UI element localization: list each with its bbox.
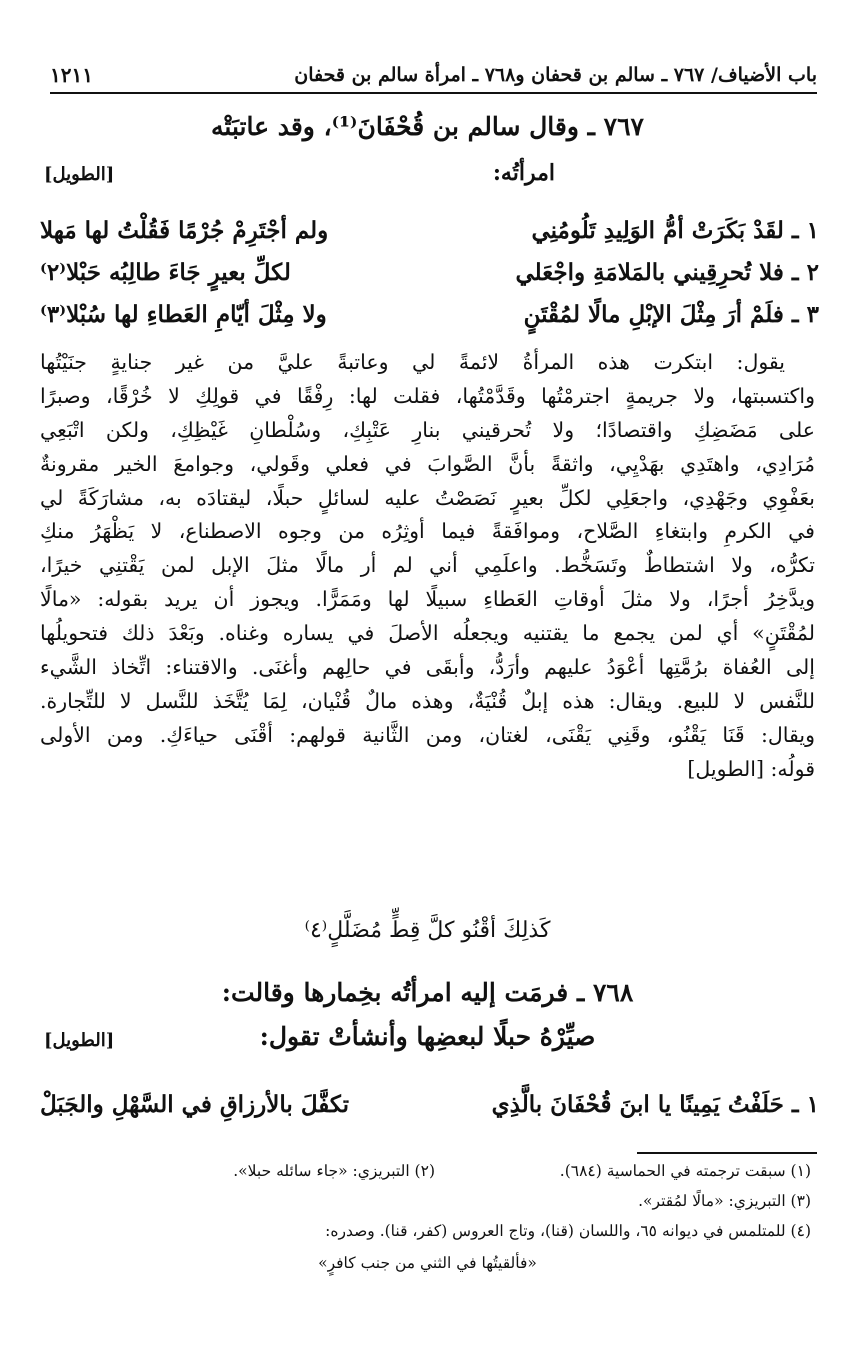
verse-hemistich-first: ١ ـ لقَدْ بَكَرَتْ أمُّ الوَلِيدِ تَلُومُنِي <box>531 216 819 244</box>
commentary-line: واكتسبتها، ولا جريمةٍ اجترمْتُها وقَدَّمْتُها، فقلت لها: رِفْقًا في قولِكِ لا خُرْقًا، وصبرًا <box>40 383 815 408</box>
verse-767-2 <box>40 254 819 290</box>
page-number: ١٢١١ <box>50 63 93 87</box>
commentary-line: في الكرمِ وابتغاءِ الصَّلاح، وموافَقةً فيما أوثِرُه من وجوه الاصطناع، لا يَظْهَرُ منكِ <box>40 519 815 544</box>
verse-768-1 <box>40 1086 819 1122</box>
running-header <box>50 58 817 94</box>
commentary-line: ويقال: قَنَا يَقْنُو، وقَنِي يَقْنَى، لغتان، ومن الثَّانية قولهم: أقْنَى حياءَكِ. ومن الأولى <box>40 722 815 747</box>
commentary-line: على مَضَضِكِ واقتصادًا؛ ولا تُحرقيني بنارِ عَتْبِكِ، وسُلْطانِ غَيْظِكِ، ولكن اتْبَعِي <box>40 417 815 442</box>
verse-hemistich-first: ١ ـ حَلَفْتُ يَمِينًا يا ابنَ قُحْفَانَ بالَّذِي <box>491 1090 819 1118</box>
commentary-line: تكرُّه، ولا اشتطاطٌ وتَسَخُّط. واعلَمِي أني لم أر مالًا مثلَ الإبل لمن يَقْتنِي خيرًا، <box>40 553 815 578</box>
footnote-1: (١) سبقت ترجمته في الحماسية (٦٨٤). <box>559 1162 811 1180</box>
commentary-line: للنَّفس لا للبيع. ويقال: هذه إبلٌ قُنْيَةٌ، وهذه مالٌ قُنْيان، لِمَا يُتَّخَذ للنَّسل لا للتِّجارة. <box>40 688 815 713</box>
quoted-hemistich: كَذلِكَ أقْنُو كلَّ قِطٍّ مُضَلَّلٍ⁽٤⁾ <box>304 918 551 943</box>
verse-hemistich-first: ٣ ـ فلَمْ أرَ مِثْلَ الإبْلِ مالًا لمُقْتَنٍ <box>523 300 819 328</box>
section-768-title: ٧٦٨ ـ فرمَت إليه امرأتُه بخِمارها وقالت: <box>221 978 634 1007</box>
footnote-2: (٢) التبريزي: «جاء سائله حبلا». <box>233 1162 435 1180</box>
section-768-title-cont: صيِّرْهُ حبلًا لبعضِها وأنشأتْ تقول: <box>259 1022 596 1051</box>
commentary-line: قولُه: [الطويل] <box>687 756 815 781</box>
footnote-separator <box>637 1152 817 1154</box>
commentary-line: لمُقْتَنٍ» أي لمن يجمع ما يقتنيه ويجعلُه الأصلَ في يساره وغناه. وبَعْدَ ذلك فتحويلُها <box>40 621 815 646</box>
verse-hemistich-second: ولم أجْتَرِمْ جُرْمًا فَقُلْتُ لها مَهلا <box>40 216 329 244</box>
verse-767-1 <box>40 212 819 248</box>
footnote-3: (٣) التبريزي: «مالًا لمُقتر». <box>638 1192 811 1210</box>
running-title: باب الأضياف/ ٧٦٧ ـ سالم بن قحفان و٧٦٨ ـ امرأة سالم بن قحفان <box>294 64 817 86</box>
footnote-4-quote: «فألقيتُها في الثني من جنب كافرٍ» <box>318 1254 537 1272</box>
commentary-line: يقول: ابتكرت هذه المرأةُ لائمةً لي وعاتبةً عليَّ من غير جنايةٍ جنَيْتُها <box>40 350 785 374</box>
verse-hemistich-first: ٢ ـ فلا تُحرِقِيني بالمَلامَةِ واجْعَلي <box>515 258 819 286</box>
section-767-title-cont: امرأتُه: <box>492 160 555 186</box>
commentary <box>40 346 815 787</box>
section-767-title: ٧٦٧ ـ وقال سالم بن قُحْفَانَ⁽¹⁾، وقد عاتبَتْه <box>211 112 644 141</box>
footnote-4: (٤) للمتلمس في ديوانه ٦٥، واللسان (قنا)، وتاج العروس (كفر، قنا). وصدره: <box>325 1222 811 1240</box>
verse-hemistich-second: لكلِّ بعيرٍ جَاءَ طالِبُه حَبْلا⁽٢⁾ <box>40 258 291 286</box>
verse-767-3 <box>40 296 819 332</box>
commentary-line: مُرَادِي، واهتَدِي بهَدْيِي، واثقةً بأنَّ الصَّوابَ في فعلي وقَولي، وجوامعَ الخير مقرونةٌ <box>40 451 815 476</box>
commentary-line: بعَفْوِي وجَهْدِي، واجعَلِي لكلِّ بعيرٍ نَصَصْتُ عليه لسائلٍ حبلًا، ليقتادَه به، مشارَكَةً لي <box>40 485 815 510</box>
section-767-meter: [الطويل] <box>44 164 115 185</box>
commentary-line: إلى العُفاة برُمَّتِها أعْوَدُ عليهم وأرَدُّ، وأبقَى في حالِهم وأغنَى. والاقتناء: اتِّخاذ الشَّيء <box>40 655 815 680</box>
section-768-meter: [الطويل] <box>44 1030 115 1051</box>
verse-hemistich-second: ولا مِثْلَ أيّامِ العَطاءِ لها سُبْلا⁽٣⁾ <box>40 300 327 328</box>
commentary-line: ويدَّخِرُ أجرًا، ولا مثلَ أوقاتِ العَطاءِ سبيلًا لها ومَمَرًّا. ويجوز أن يريد بقوله: «مالًا <box>40 587 815 612</box>
verse-hemistich-second: تكفَّلَ بالأرزاقِ في السَّهْلِ والجَبَلْ <box>40 1090 349 1118</box>
